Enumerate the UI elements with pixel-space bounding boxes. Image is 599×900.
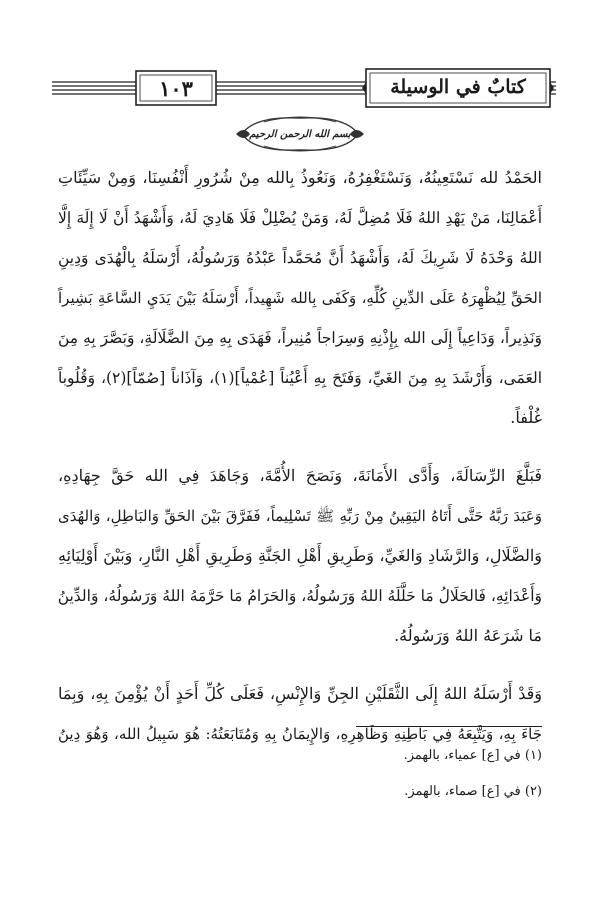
- text-line: وَعَبَدَ رَبَّهُ حَتَّى أَتَاهُ اليَقِينُ مِنْ رَبِّهِ ﷺ تَسْلِيماً، فَفَرَّقَ بَيْنَ الحَقِّ وَالبَاطِلِ، وَالهُدَى: [58, 507, 542, 525]
- footnote: (٢) في [ع] صماء، بالهمز.: [404, 784, 542, 799]
- basmala-text: بسم الله الرحمن الرحيم: [249, 128, 351, 140]
- book-title: كتابٌ في الوسيلة: [390, 76, 526, 98]
- text-line: غُلْفاً.: [510, 408, 542, 427]
- main-text: [58, 158, 542, 754]
- text-line: الحَمْدُ لله نَسْتَعِينُهُ، وَنَسْتَغْفِرُهُ، وَنَعُوذُ بِالله مِنْ شُرُورِ أَنْفُسِنَا، وَمِنْ سَيِّئَاتِ: [58, 168, 542, 187]
- text-line: العَمَى، وَأَرْشَدَ بِهِ مِنَ الغَيِّ، وَفَتَحَ بِهِ أَعْيُناً [عُمْياً](١)، وَآذَاناً [صُمّاً](٢)، وَقُلُوباً: [58, 369, 542, 387]
- text-line: فَبَلَّغَ الرِّسَالَةَ، وَأَدَّى الأَمَانَةَ، وَنَصَحَ الأُمَّةَ، وَجَاهَدَ فِي الله حَقَّ جِهَادِهِ،: [58, 466, 542, 485]
- text-line: جَاءَ بِهِ، وَيَتَّبِعَهُ فِي بَاطِنِهِ وَظَاهِرِهِ، وَالإِيمَانُ بِهِ وَمُتَابَعَتُهُ: هُوَ سَبِيلُ الله، وَهُوَ دِينُ: [58, 725, 542, 743]
- footnote-divider: [356, 726, 542, 727]
- text-line: الحَقِّ لِيُظْهِرَهُ عَلَى الدِّينِ كُلِّهِ، وَكَفَى بِالله شَهِيداً، أَرْسَلَهُ بَيْنَ يَدَيِ السَّاعَةِ بَشِيراً: [58, 289, 542, 307]
- text-line: وَنَذِيراً، وَدَاعِياً إِلَى الله بِإِذْنِهِ وَسِرَاجاً مُنِيراً، فَهَدَى بِهِ مِنَ الضَّلَالَةِ، وَبَصَّرَ بِهِ مِنَ: [58, 329, 542, 347]
- text-line: اللهُ وَحْدَهُ لَا شَرِيكَ لَهُ، وَأَشْهَدُ أَنَّ مُحَمَّداً عَبْدُهُ وَرَسُولُهُ، أَرْسَلَهُ بِالْهُدَى وَدِينِ: [58, 249, 542, 267]
- text-line: أَعْمَالِنَا، مَنْ يَهْدِ اللهُ فَلَا مُضِلَّ لَهُ، وَمَنْ يُضْلِلْ فَلَا هَادِيَ لَهُ، وَأَشْهَدُ أَنْ لَا إِلَهَ إِلَّا: [58, 209, 542, 227]
- footnotes: [58, 738, 542, 810]
- page-header: [52, 68, 556, 110]
- footnote: (١) في [ع] عمياء، بالهمز.: [403, 748, 542, 763]
- paragraph-gap: [58, 656, 542, 674]
- page-number: ١٠٣: [159, 75, 193, 101]
- text-line: وَقَدْ أَرْسَلَهُ اللهُ إِلَى الثَّقَلَيْنِ الجِنِّ وَالإِنْسِ، فَعَلَى كُلِّ أَحَدٍ أَنْ يُؤْمِنَ بِهِ، وَبِمَا: [58, 684, 542, 703]
- text-line: وَأَعْدَائِهِ، فَالحَلَالُ مَا حَلَّلَهُ اللهُ وَرَسُولُهُ، وَالحَرَامُ مَا حَرَّمَهُ اللهُ وَرَسُولُهُ، وَالدِّينُ: [58, 587, 542, 605]
- basmala-ornament: [234, 114, 366, 154]
- text-line: مَا شَرَعَهُ اللهُ وَرَسُولُهُ.: [394, 626, 542, 645]
- paragraph-gap: [58, 438, 542, 456]
- text-line: وَالضَّلَالِ، وَالرَّشَادِ وَالغَيِّ، وَطَرِيقِ أَهْلِ الجَنَّةِ وَطَرِيقِ أَهْلِ النَّارِ، وَبَيْنَ أَوْلِيَائِهِ: [58, 546, 542, 565]
